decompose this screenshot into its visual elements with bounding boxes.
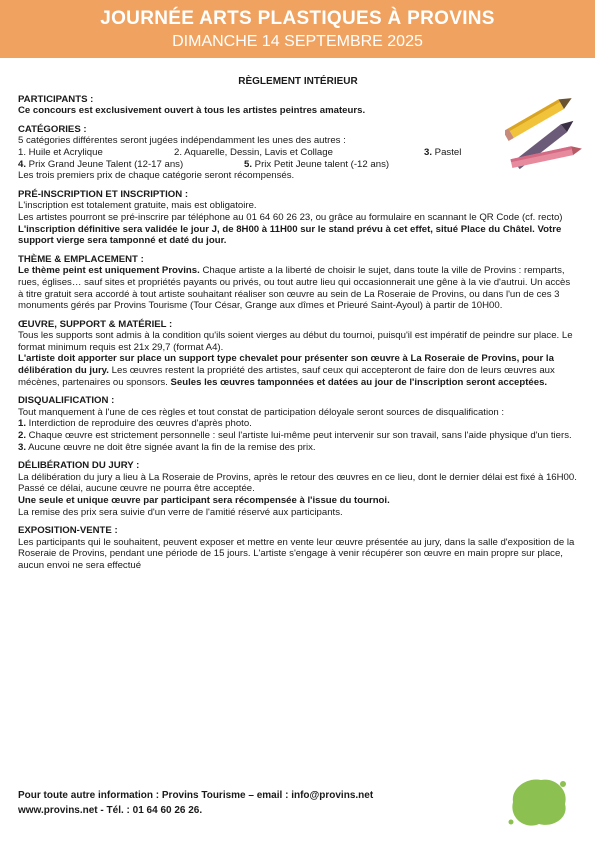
section-text — [18, 353, 578, 388]
header-banner — [0, 0, 595, 58]
section-text: Une seule et unique œuvre par participant sera récompensée à l'issue du tournoi. — [18, 495, 390, 506]
section-heading: CATÉGORIES : — [18, 123, 87, 135]
section-heading: PARTICIPANTS : — [18, 93, 94, 105]
section-text: L'inscription définitive sera validée le jour J, de 8H00 à 11H00 sur le stand prévu à cet effet, situé Place du Châtel. Votre support vierge sera tamponné et daté du jour. — [18, 223, 562, 247]
category-number: 2. — [174, 146, 183, 158]
document-title: RÈGLEMENT INTÉRIEUR — [238, 76, 358, 87]
category-label: Prix Grand Jeune Talent (12-17 ans) — [26, 158, 184, 170]
category-label: Pastel — [432, 146, 462, 158]
section-exposition — [18, 525, 578, 571]
section-text: Les participants qui le souhaitent, peuvent exposer et mettre en vente leur œuvre présentée au jury, dans la salle d'exposition de la Roseraie de Provins, pendant une période de 15 jours. L'artiste s'engage à venir récupérer son œuvre en main propre sur place, aucun envoi ne sera effectué — [18, 536, 575, 571]
list-number: 3. — [18, 441, 27, 453]
list-text: Aucune œuvre ne doit être signée avant la fin de la remise des prix. — [26, 441, 316, 453]
section-participants — [18, 94, 578, 117]
section-text: La délibération du jury a lieu à La Roseraie de Provins, après le retour des œuvres en ce lieu, dont le dernier délai est fixé à 16H00. Passé ce délai, aucune œuvre ne pourra être acceptée. — [18, 471, 577, 495]
green-paint-splash-icon — [503, 772, 573, 832]
list-text: Interdiction de reproduire des œuvres d'après photo. — [26, 418, 252, 430]
rules-document — [18, 76, 578, 579]
list-number: 1. — [18, 418, 27, 430]
section-text: 5 catégories différentes seront jugées indépendamment les unes des autres : — [18, 135, 346, 147]
category-number: 3. — [424, 146, 433, 158]
category-item — [424, 147, 461, 159]
list-number: 2. — [18, 430, 27, 442]
body-text: Chaque artiste a la liberté de choisir le sujet, dans toute la ville de Provins : remparts, rues, églises… sauf sites et propriétés payants ou privés, ou tout autre lieu qui occasionnerait une gêne à la vie d'autrui. Un accès à titre gratuit sera accordé à tout artiste souhaitant réaliser son œuvre au sein de La Roseraie de Provins, ou dans l'un de ces 3 monuments gérés par Provins Tourisme (Tour César, Grange aux dîmes et Prieuré Saint-Ayoul) à partir de 10H00. — [18, 265, 571, 312]
category-label: Aquarelle, Dessin, Lavis et Collage — [182, 146, 333, 158]
section-heading: DISQUALIFICATION : — [18, 395, 115, 407]
section-heading: ŒUVRE, SUPPORT & MATÉRIEL : — [18, 318, 173, 330]
section-text — [18, 265, 578, 311]
body-text: Les œuvres restent la propriété des artistes, sauf ceux qui accepteront de faire don de leurs œuvres aux mécènes, partenaires ou sponsors. — [18, 365, 555, 388]
section-heading: DÉLIBÉRATION DU JURY : — [18, 460, 140, 472]
category-number: 5. — [244, 158, 253, 170]
category-item — [18, 159, 244, 171]
section-heading: PRÉ-INSCRIPTION ET INSCRIPTION : — [18, 188, 189, 200]
section-text: L'inscription est totalement gratuite, mais est obligatoire. — [18, 200, 257, 212]
page-title: JOURNÉE ARTS PLASTIQUES À PROVINS — [100, 8, 495, 29]
section-text: Les trois premiers prix de chaque catégorie seront récompensés. — [18, 170, 295, 182]
category-item — [244, 159, 389, 171]
section-text: Tout manquement à l'une de ces règles et tout constat de participation déloyale seront sources de disqualification : — [18, 406, 505, 418]
list-item — [18, 442, 578, 454]
category-row — [18, 147, 578, 159]
category-number: 4. — [18, 158, 27, 170]
contact-footer — [18, 788, 373, 818]
section-text: Ce concours est exclusivement ouvert à tous les artistes peintres amateurs. — [18, 105, 366, 117]
section-text: La remise des prix sera suivie d'un verre de l'amitié réservé aux participants. — [18, 506, 343, 518]
emphasis-text: Seules les œuvres tamponnées et datées au jour de l'inscription seront acceptées. — [170, 376, 548, 388]
section-inscription — [18, 189, 578, 247]
section-heading: THÈME & EMPLACEMENT : — [18, 253, 144, 265]
contact-line: www.provins.net - Tél. : 01 64 60 26 26. — [18, 805, 203, 816]
category-item — [174, 147, 424, 159]
list-text: Chaque œuvre est strictement personnelle : seul l'artiste lui-même peut intervenir sur son travail, sans l'aide physique d'un tiers. — [26, 430, 572, 442]
contact-line: Pour toute autre information : Provins Tourisme – email : info@provins.net — [18, 790, 374, 801]
section-text: Tous les supports sont admis à la condition qu'ils soient vierges au début du tournoi, puisqu'il est impératif de peindre sur place. Le format minimum requis est 21x 29,7 (format A4). — [18, 330, 573, 353]
emphasis-text: L'artiste doit apporter sur place un support type chevalet pour présenter son œuvre à La Roseraie de Provins, pour la délibération du jury. — [18, 353, 554, 377]
section-categories — [18, 124, 578, 182]
category-label: Huile et Acrylique — [26, 146, 103, 158]
section-disqualification — [18, 395, 578, 453]
section-jury — [18, 460, 578, 518]
section-oeuvre — [18, 319, 578, 389]
emphasis-text: Le thème peint est uniquement Provins. — [18, 265, 200, 277]
section-heading: EXPOSITION-VENTE : — [18, 525, 118, 537]
category-number: 1. — [18, 146, 27, 158]
category-item — [18, 147, 174, 159]
event-date: DIMANCHE 14 SEPTEMBRE 2025 — [172, 33, 423, 50]
category-label: Prix Petit Jeune talent (-12 ans) — [252, 158, 390, 170]
section-theme — [18, 254, 578, 312]
list-item — [18, 430, 578, 442]
category-row — [18, 159, 578, 171]
list-item — [18, 418, 578, 430]
section-text: Les artistes pourront se pré-inscrire par téléphone au 01 64 60 26 23, ou grâce au formulaire en scannant le QR Code (cf. recto) — [18, 211, 563, 223]
